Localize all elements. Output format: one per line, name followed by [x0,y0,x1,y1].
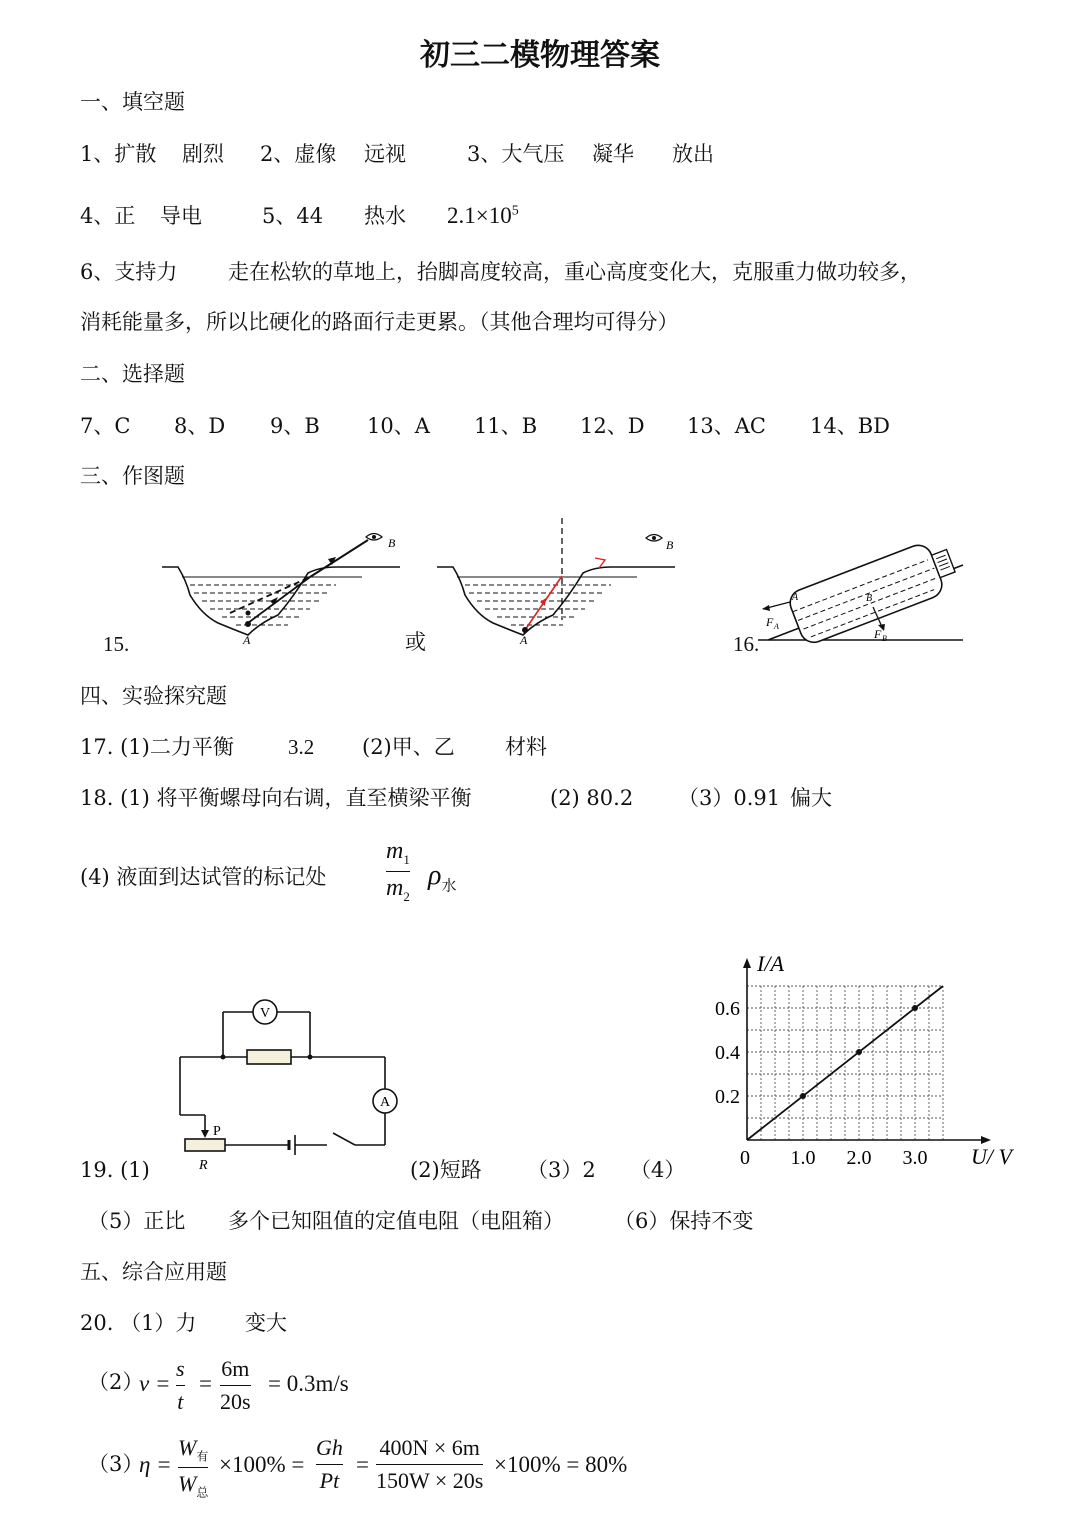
frac-num-sub: 1 [403,851,410,867]
answer-5b: 热水 [364,204,406,228]
answer-20-3-label: （3） [88,1452,144,1476]
rho-sub: 水 [441,876,457,895]
chart-y-label: I/A [757,951,784,976]
answer-5: 5、44 [262,204,324,228]
point-a-label: A [243,633,251,647]
choice-13: 13、AC [687,414,766,438]
velocity-frac-symbolic [176,1356,185,1415]
y-tick-label: 0.2 [715,1086,740,1108]
pt: Pt [319,1468,340,1493]
answer-17: 17. (1)二力平衡 [80,735,234,759]
gh: Gh [316,1435,343,1460]
section-choice: 二、选择题 [80,362,185,386]
answer-2b: 远视 [364,142,406,166]
x-axis-arrow [981,1136,991,1144]
answer-3c: 放出 [672,142,714,166]
num-400n: 400N × 6m [379,1435,480,1460]
point-b-label: B [388,536,396,550]
answer-18e: (4) 液面到达试管的标记处 [80,865,327,889]
choice-10: 10、A [367,414,430,438]
choice-8: 8、D [174,414,226,438]
resistor [247,1050,291,1064]
w-useful-sub: 有 [196,1449,209,1464]
choice-12: 12、D [580,414,645,438]
answer-5c-base: 2.1×10 [447,203,512,228]
x-tick-label: 0 [740,1147,750,1169]
efficiency-lhs: η = [139,1452,172,1477]
refraction-diagram-right [435,518,680,650]
answer-4b: 导电 [160,204,202,228]
answer-6c: 消耗能量多，所以比硬化的路面行走更累。（其他合理均可得分） [80,310,679,334]
point-b-label: B [666,538,674,552]
ammeter-label: A [379,1095,391,1110]
w-total: W [178,1471,197,1497]
incline-bottle-diagram [758,525,968,645]
velocity-lhs: v = [139,1371,171,1396]
efficiency-eq2: = [356,1452,369,1477]
answer-17c: (2)甲、乙 [362,735,455,759]
voltmeter-label: V [259,1006,271,1021]
frac-bar [376,1464,483,1465]
efficiency-frac-num [376,1435,483,1494]
frac-bar [386,871,410,872]
answer-18c: （3）0.91 [678,786,781,810]
data-point [912,1005,918,1011]
slider-p-label: P [213,1124,221,1139]
answer-18b: (2) 80.2 [550,786,634,810]
answer-20-2-label: （2） [88,1370,144,1394]
x-tick-label: 3.0 [902,1147,928,1169]
page-title: 初三二模物理答案 [420,38,660,73]
answer-6b: 走在松软的草地上，抬脚高度较高，重心高度变化大，克服重力做功较多， [228,260,921,284]
frac-den-sub: 2 [403,888,410,904]
answer-4: 4、正 [80,204,136,228]
answer-19: 19. (1) [80,1158,150,1182]
answer-1b: 剧烈 [182,142,224,166]
answer-5c [447,204,519,227]
velocity-eq: = [199,1371,212,1396]
answer-17d: 材料 [505,735,547,759]
choice-11: 11、B [474,414,538,438]
efficiency-pct1: ×100% = [219,1452,305,1477]
choice-7: 7、C [80,414,131,438]
frac-bar [220,1385,251,1386]
frac-bar [178,1467,208,1468]
rheostat-r-label: R [199,1158,208,1173]
velocity-frac-numeric [220,1356,251,1415]
x-tick-label: 1.0 [790,1147,816,1169]
answer-20: 20. （1）力 [80,1311,197,1335]
x-tick-label: 2.0 [846,1147,872,1169]
frac-den: m [386,874,404,901]
answer-19c: （3）2 [527,1158,596,1182]
answer-2: 2、虚像 [260,142,337,166]
answer-19b: (2)短路 [410,1158,482,1182]
section-application: 五、综合应用题 [80,1260,227,1284]
refraction-diagram-left [160,525,405,650]
efficiency-result: ×100% = 80% [494,1452,628,1477]
drawing-or: 或 [405,630,426,654]
y-axis-arrow [743,958,751,968]
frac-6m: 6m [221,1356,250,1381]
frac-num: m [386,838,404,864]
drawing-15-label: 15. [103,632,130,656]
point-a-label: A [792,592,799,603]
efficiency-frac-w [178,1435,208,1501]
force-b-sub: B [882,634,887,643]
answer-20b: 变大 [245,1311,287,1335]
frac-bar [316,1464,343,1465]
frac-s: s [176,1356,185,1381]
y-tick-label: 0.6 [715,998,740,1020]
answer-18d: 偏大 [790,786,832,810]
frac-20s: 20s [220,1389,251,1414]
y-tick-label: 0.4 [715,1042,740,1064]
section-experiment: 四、实验探究题 [80,684,227,708]
answer-6: 6、支持力 [80,260,178,284]
answer-3b: 凝华 [592,142,634,166]
w-useful: W [178,1435,197,1460]
force-a-label: F [766,615,774,629]
point-b-label: B [866,593,873,604]
frac-bar [176,1385,185,1386]
answer-17b: 3.2 [288,735,315,759]
answer-3: 3、大气压 [467,142,565,166]
w-total-sub: 总 [196,1485,209,1500]
chart-x-label: U/ V [971,1144,1012,1169]
circuit-diagram [175,995,405,1175]
answer-19g: （6）保持不变 [614,1209,754,1233]
answer-19e: （5）正比 [88,1209,186,1233]
force-b-label: F [874,627,882,641]
answer-5c-exp: 5 [511,203,519,219]
switch [333,1133,355,1145]
rheostat [185,1139,225,1151]
rho-water [428,862,456,894]
answer-19d: （4） [630,1158,686,1182]
iu-chart [700,950,1012,1180]
velocity-result: = 0.3m/s [268,1371,349,1396]
point-a-label: A [520,633,528,647]
force-a-sub: A [774,622,779,631]
light-ray [310,540,368,577]
drawing-16-label: 16. [733,632,760,656]
den-150w: 150W × 20s [376,1468,484,1493]
rho-symbol: ρ [428,860,442,891]
data-point [856,1049,862,1055]
choice-9: 9、B [270,414,320,438]
answer-1: 1、扩散 [80,142,157,166]
frac-t: t [177,1389,184,1414]
answer-19f: 多个已知阻值的定值电阻（电阻箱） [228,1209,564,1233]
data-point [800,1093,806,1099]
answer-18: 18. (1) 将平衡螺母向右调，直至横梁平衡 [80,786,472,810]
density-fraction [386,838,410,905]
section-fill: 一、填空题 [80,90,185,114]
choice-14: 14、BD [810,414,890,438]
section-drawing: 三、作图题 [80,464,185,488]
efficiency-frac-gh [316,1435,343,1494]
